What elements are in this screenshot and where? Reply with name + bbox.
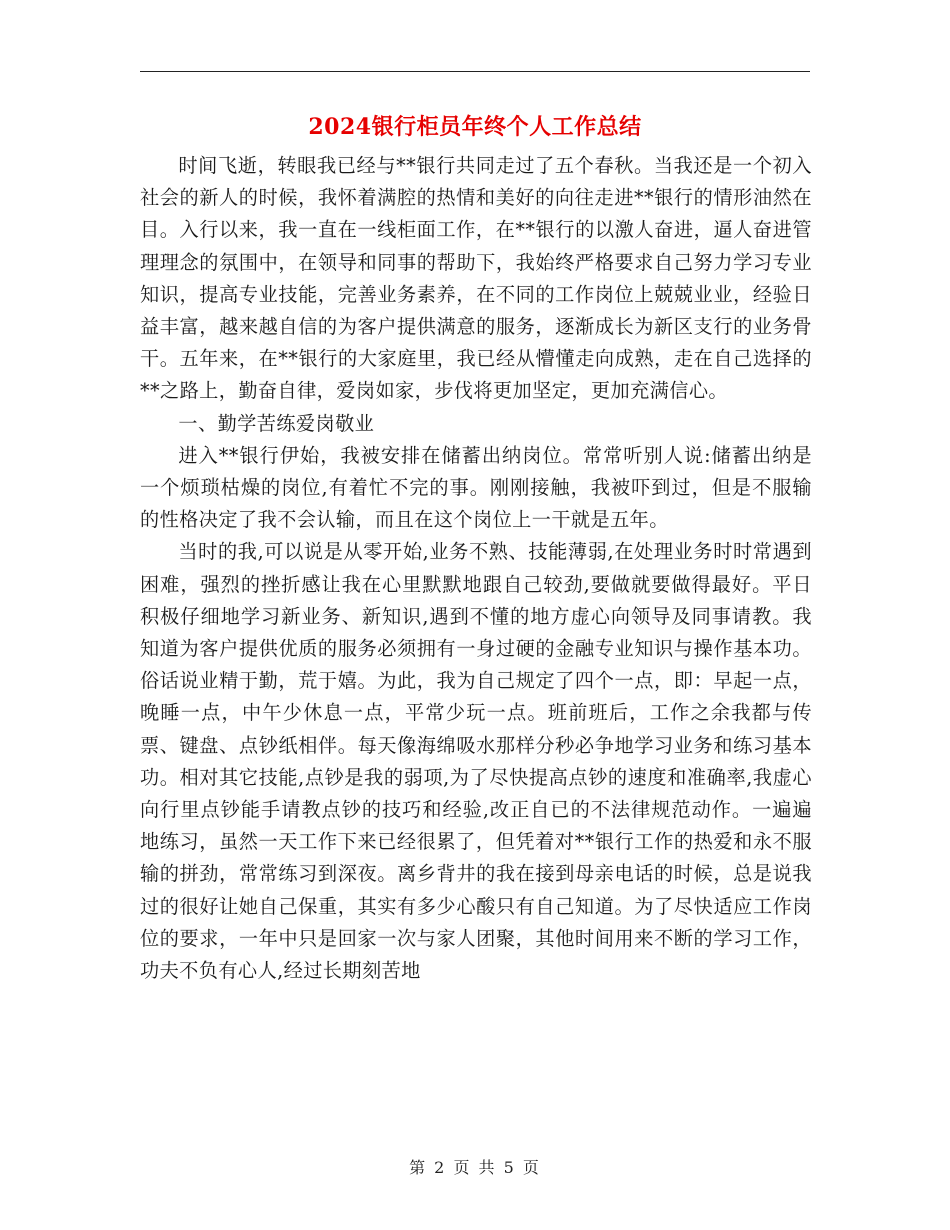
paragraph-training: 当时的我,可以说是从零开始,业务不熟、技能薄弱,在处理业务时时常遇到困难，强烈的挫折感让我在心里默默地跟自己较劲,要做就要做得最好。平日积极仔细地学习新业务、新知识,遇到不懂的地方虚心向领导及同事请教。我知道为客户提供优质的服务必须拥有一身过硬的金融专业知识与操作基本功。俗话说业精于勤，荒于嬉。为此，我为自己规定了四个一点，即：早起一点，晚睡一点，中午少休息一点，平常少玩一点。班前班后，工作之余我都与传票、键盘、点钞纸相伴。每天像海绵吸水那样分秒必争地学习业务和练习基本功。相对其它技能,点钞是我的弱项,为了尽快提高点钞的速度和准确率,我虚心向行里点钞能手请教点钞的技巧和经验,改正自已的不法律规范动作。一遍遍地练习，虽然一天工作下来已经很累了，但凭着对**银行工作的热爱和永不服输的拼劲，常常练习到深夜。离乡背井的我在接到母亲电话的时候，总是说我过的很好让她自己保重，其实有多少心酸只有自己知道。为了尽快适应工作岗位的要求，一年中只是回家一次与家人团聚，其他时间用来不断的学习工作，功夫不负有心人,经过长期刻苦地 <box>140 540 812 983</box>
document-title: 2024银行柜员年终个人工作总结 <box>308 114 642 140</box>
section-heading: 一、勤学苦练爱岗敬业 <box>178 411 375 435</box>
paragraph-intro: 时间飞逝，转眼我已经与**银行共同走过了五个春秋。当我还是一个初入社会的新人的时候，我怀着满腔的热情和美好的向往走进**银行的情形油然在目。入行以来，我一直在一线柜面工作，在**银行的以激人奋进，逼人奋进管理理念的氛围中，在领导和同事的帮助下，我始终严格要求自己努力学习专业知识，提高专业技能，完善业务素养，在不同的工作岗位上兢兢业业，经验日益丰富，越来越自信的为客户提供满意的服务，逐渐成长为新区支行的业务骨干。五年来，在**银行的大家庭里，我已经从懵懂走向成熟，走在自己选择的**之路上，勤奋自律，爱岗如家，步伐将更加坚定，更加充满信心。 <box>140 154 812 403</box>
page-number: 第 2 页 共 5 页 <box>409 1158 541 1177</box>
header-rule <box>140 71 810 72</box>
paragraph-position: 进入**银行伊始，我被安排在储蓄出纳岗位。常常听别人说:储蓄出纳是一个烦琐枯燥的岗位,有着忙不完的事。刚刚接触，我被吓到过，但是不服输的性格决定了我不会认输，而且在这个岗位上一干就是五年。 <box>140 443 812 532</box>
document-body <box>140 150 812 987</box>
